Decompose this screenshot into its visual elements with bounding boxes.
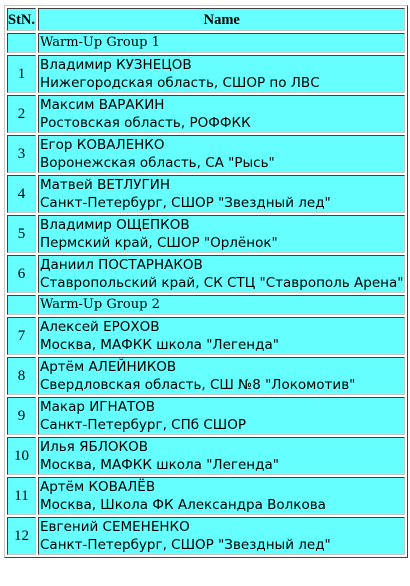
group-row-1 — [7, 33, 405, 53]
group-row-2 — [7, 295, 405, 315]
athlete-name: Владимир КУЗНЕЦОВ — [40, 57, 192, 73]
group-stn-empty — [7, 295, 36, 315]
table-body — [7, 33, 405, 555]
header-stn: StN. — [7, 8, 36, 31]
group-label: Warm-Up Group 2 — [38, 295, 405, 315]
table-row — [7, 175, 405, 213]
athlete-name: Макар ИГНАТОВ — [40, 399, 156, 415]
athlete-cell — [38, 135, 405, 173]
athlete-club: Воронежская область, СА "Рысь" — [40, 155, 275, 171]
table-row — [7, 517, 405, 555]
athlete-club: Ростовская область, РОФФКК — [40, 115, 251, 131]
athlete-name: Артём АЛЕЙНИКОВ — [40, 359, 177, 375]
athlete-cell — [38, 55, 405, 93]
athlete-name: Владимир ОЩЕПКОВ — [40, 217, 190, 233]
start-number: 5 — [7, 215, 36, 253]
athlete-club: Санкт-Петербург, СПб СШОР — [40, 417, 246, 433]
start-number: 9 — [7, 397, 36, 435]
header-row — [7, 8, 405, 31]
athlete-cell — [38, 477, 405, 515]
athlete-name: Евгений СЕМЕНЕНКО — [40, 519, 190, 535]
athlete-club: Москва, Школа ФК Александра Волкова — [40, 497, 326, 513]
athlete-club: Москва, МАФКК школа "Легенда" — [40, 337, 279, 353]
start-number: 7 — [7, 317, 36, 355]
athlete-cell — [38, 437, 405, 475]
table-row — [7, 477, 405, 515]
header-name: Name — [38, 8, 405, 31]
start-number: 1 — [7, 55, 36, 93]
athlete-name: Даниил ПОСТАРНАКОВ — [40, 257, 203, 273]
table-row — [7, 437, 405, 475]
athlete-club: Санкт-Петербург, СШОР "Звездный лед" — [40, 537, 331, 553]
table-row — [7, 357, 405, 395]
athlete-name: Илья ЯБЛОКОВ — [40, 439, 148, 455]
athlete-name: Алексей ЕРОХОВ — [40, 319, 160, 335]
starting-order-table — [4, 5, 408, 558]
athlete-club: Ставропольский край, СК СТЦ "Ставрополь Арена" — [40, 275, 404, 291]
athlete-cell — [38, 255, 405, 293]
athlete-club: Санкт-Петербург, СШОР "Звездный лед" — [40, 195, 331, 211]
table-row — [7, 55, 405, 93]
athlete-name: Максим ВАРАКИН — [40, 97, 165, 113]
table-row — [7, 215, 405, 253]
group-stn-empty — [7, 33, 36, 53]
start-number: 3 — [7, 135, 36, 173]
table-row — [7, 95, 405, 133]
athlete-name: Артём КОВАЛЁВ — [40, 479, 156, 495]
table-row — [7, 397, 405, 435]
athlete-name: Матвей ВЕТЛУГИН — [40, 177, 171, 193]
athlete-cell — [38, 357, 405, 395]
athlete-cell — [38, 175, 405, 213]
athlete-name: Егор КОВАЛЕНКО — [40, 137, 165, 153]
start-number: 12 — [7, 517, 36, 555]
start-number: 10 — [7, 437, 36, 475]
athlete-cell — [38, 397, 405, 435]
table-row — [7, 255, 405, 293]
athlete-club: Москва, МАФКК школа "Легенда" — [40, 457, 279, 473]
athlete-cell — [38, 517, 405, 555]
athlete-cell — [38, 215, 405, 253]
athlete-cell — [38, 95, 405, 133]
start-number: 6 — [7, 255, 36, 293]
table-row — [7, 135, 405, 173]
table-row — [7, 317, 405, 355]
athlete-club: Свердловская область, СШ №8 "Локомотив" — [40, 377, 356, 393]
athlete-club: Нижегородская область, СШОР по ЛВС — [40, 75, 320, 91]
start-number: 4 — [7, 175, 36, 213]
athlete-cell — [38, 317, 405, 355]
start-number: 2 — [7, 95, 36, 133]
athlete-club: Пермский край, СШОР "Орлёнок" — [40, 235, 278, 251]
start-number: 11 — [7, 477, 36, 515]
group-label: Warm-Up Group 1 — [38, 33, 405, 53]
start-number: 8 — [7, 357, 36, 395]
